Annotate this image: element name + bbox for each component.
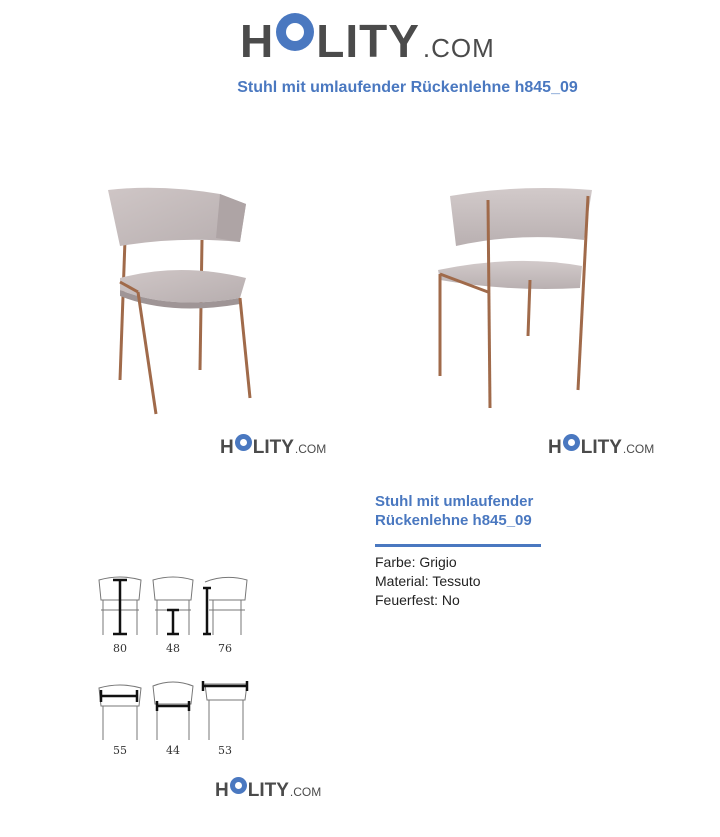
dim-seat-width: 44 (166, 744, 180, 757)
logo-text-rest: LITY (316, 15, 420, 67)
brand-logo-small-2: H LITY .COM (548, 436, 654, 459)
product-photo-front (90, 170, 270, 420)
product-photo-back (420, 170, 610, 420)
logo-o-icon (563, 434, 580, 451)
page-title: Stuhl mit umlaufender Rückenlehne h845_09 (237, 79, 578, 96)
title-underline (375, 544, 541, 547)
product-info (375, 492, 555, 610)
brand-logo-small-1: H LITY .COM (220, 436, 326, 459)
spec-material: Material: Tessuto (375, 573, 481, 589)
logo-letter-h: H (240, 15, 275, 67)
dimension-drawings (95, 570, 255, 770)
dim-side-height: 76 (218, 642, 232, 655)
logo-o-icon (230, 777, 247, 794)
dim-depth: 55 (113, 744, 127, 757)
brand-logo[interactable] (240, 14, 495, 68)
logo-o-icon (276, 13, 314, 51)
product-title: Stuhl mit umlaufender Rückenlehne h845_09 (375, 493, 534, 529)
brand-logo-small-3: H LITY .COM (215, 779, 321, 802)
dim-seat-height: 48 (166, 642, 180, 655)
dim-height-total: 80 (113, 642, 127, 655)
dimension-diagram (95, 570, 255, 770)
spec-fireproof: Feuerfest: No (375, 592, 460, 608)
logo-domain: .COM (422, 33, 495, 63)
dim-width: 53 (218, 744, 232, 757)
spec-color: Farbe: Grigio (375, 554, 457, 570)
logo-o-icon (235, 434, 252, 451)
